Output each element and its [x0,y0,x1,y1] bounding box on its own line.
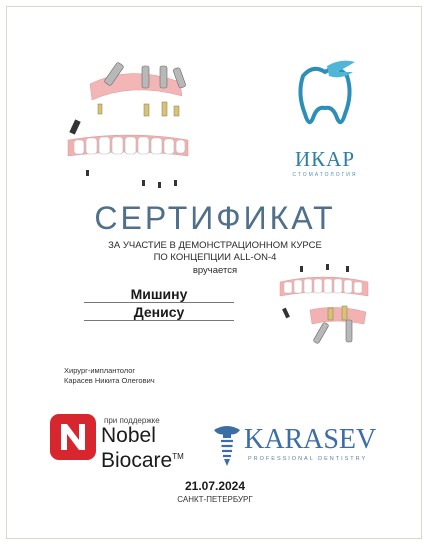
karasev-implant-logo-icon [212,422,242,468]
certificate-awarded-line: вручается [192,265,238,276]
biocare-word: Biocare [101,449,173,472]
nobel-brand-line: Nobel [101,424,156,447]
karasev-logo-name: KARASEV [244,424,377,455]
ikar-logo-name: ИКАР [294,147,356,171]
trademark-mark: TM [172,452,184,461]
certificate-course-line: ЗА УЧАСТИЕ В ДЕМОНСТРАЦИОННОМ КУРСЕ [108,240,322,251]
certificate-city: САНКТ-ПЕТЕРБУРГ [177,495,253,504]
name-underline [84,302,234,303]
biocare-brand-line [101,446,184,472]
karasev-logo-subtitle: PROFESSIONAL DENTISTRY [248,456,368,462]
tooth-wing-logo-icon [293,58,357,140]
certificate-date: 21.07.2024 [184,479,246,493]
recipient-surname: Мишину [130,286,188,302]
certificate-concept-line: ПО КОНЦЕПЦИИ ALL-ON-4 [153,252,277,263]
signatory-name: Карасев Никита Олегович [64,376,155,385]
all-on-4-illustration-icon [60,44,210,194]
ikar-logo-subtitle: СТОМАТОЛОГИЯ [292,172,358,178]
support-text: при поддержке [104,416,160,425]
nobel-biocare-logo-icon [50,414,96,460]
signatory-block [64,366,155,386]
name-underline [84,320,234,321]
implant-bridge-illustration-icon [276,264,372,354]
ikar-clinic-logo [270,58,380,178]
recipient-first-name: Денису [133,304,185,320]
signatory-role: Хирург-имплантолог [64,366,136,375]
certificate-title: СЕРТИФИКАТ [94,200,336,236]
